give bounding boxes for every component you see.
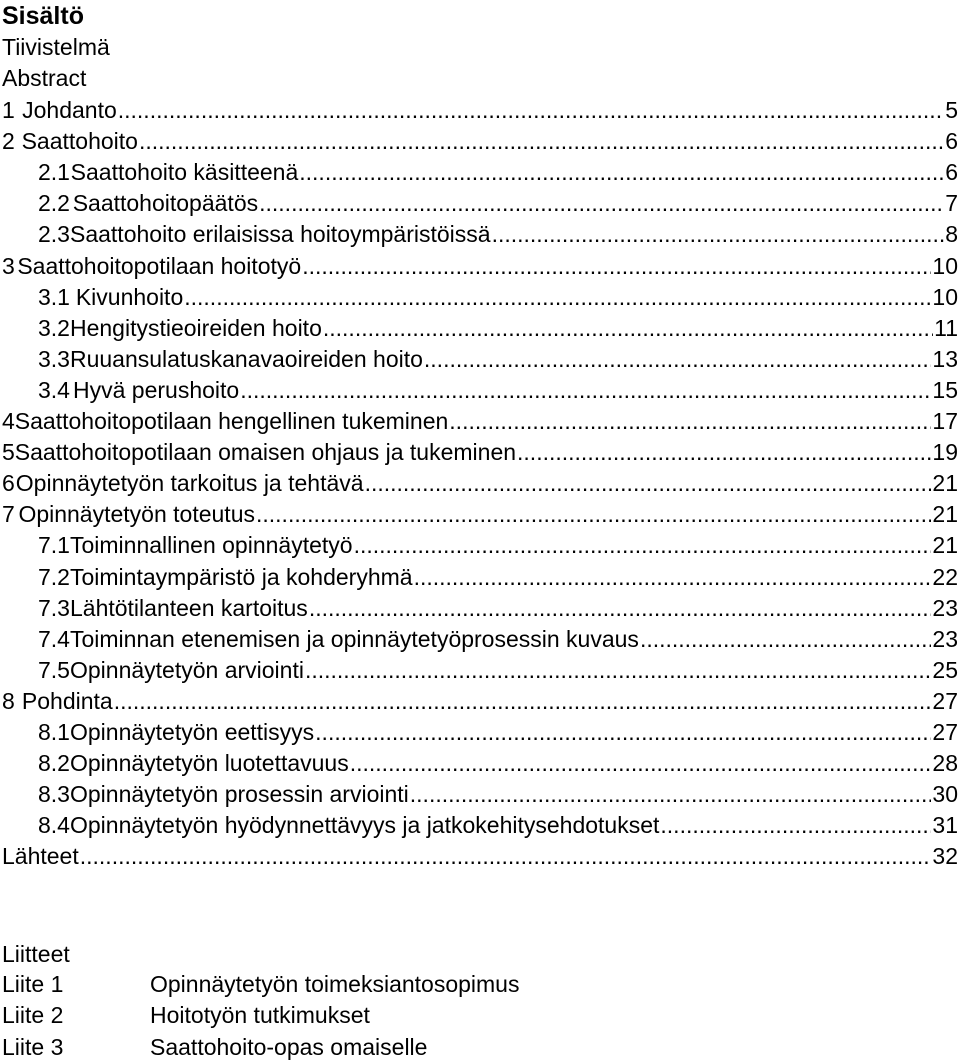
toc-entry[interactable] [2,780,958,808]
toc-entry[interactable] [2,283,958,311]
appendix-item [2,970,902,998]
toc-entry-title: Opinnäytetyön toteutus [18,501,255,527]
toc-entry-page-number: 21 [932,501,958,527]
toc-entry-title: Opinnäytetyön eettisyys [69,719,315,745]
toc-entry-number: 7.3 [38,595,70,621]
toc-entry[interactable] [2,345,958,373]
toc-entry-page-number: 15 [932,377,958,403]
toc-leader-dots [660,811,931,839]
toc-entry[interactable] [2,189,958,217]
toc-entry-number: 5 [2,439,15,465]
toc-entry[interactable] [2,500,958,528]
toc-leader-dots [299,158,944,186]
toc-entry-page-number: 11 [934,315,958,341]
toc-leader-dots [80,842,932,870]
toc-entry-number: 7.1 [38,532,70,558]
toc-leader-dots [365,469,932,497]
toc-entry-title: Lähtötilanteen kartoitus [69,595,308,621]
toc-entry-page-number: 17 [932,408,958,434]
toc-entry[interactable] [2,656,958,684]
toc-entry[interactable] [2,96,958,124]
toc-entry-number: 8.2 [38,750,70,776]
toc-entry-page-number: 13 [932,346,958,372]
appendix-title: Saattohoito-opas omaiselle [150,1034,428,1060]
toc-entry-page-number: 5 [945,97,958,123]
toc-entry-title: Hyvä perushoito [73,377,240,403]
toc-entry[interactable] [2,438,958,466]
toc-leader-dots [305,656,931,684]
toc-entry[interactable] [2,594,958,622]
toc-entry-page-number: 10 [932,284,958,310]
toc-entry-title: Saattohoitopäätös [72,190,259,216]
toc-entry-number: 3.4 [38,377,70,403]
toc-leader-dots [414,563,932,591]
toc-entry[interactable] [2,252,958,280]
toc-leader-dots [517,438,931,466]
appendix-title: Hoitotyön tutkimukset [150,1002,370,1028]
toc-entry-title: Opinnäytetyön prosessin arviointi [69,781,409,807]
toc-entry-title: Saattohoitopotilaan hoitotyö [17,253,302,279]
toc-entry-number: 2 [2,128,15,154]
page-title: Sisältö [2,2,84,30]
toc-leader-dots [410,780,932,808]
front-matter-abstract-en: Abstract [2,65,87,91]
toc-entry-title: Opinnäytetyön luotettavuus [69,750,349,776]
toc-entry-title: Toimintaympäristö ja kohderyhmä [69,564,413,590]
toc-entry-number: 3.2 [38,315,70,341]
toc-entry-title: Opinnäytetyön arviointi [69,657,304,683]
toc-leader-dots [492,220,945,248]
toc-entry-page-number: 22 [932,564,958,590]
toc-entry-number: 2.1 [38,159,70,185]
toc-leader-dots [309,594,932,622]
toc-entry[interactable] [2,687,958,715]
toc-entry-title: Ruuansulatuskanavaoireiden hoito [69,346,423,372]
toc-entry[interactable] [2,220,958,248]
toc-entry[interactable] [2,718,958,746]
front-matter-abstract-fi: Tiivistelmä [2,34,110,60]
toc-leader-dots [259,189,944,217]
toc-leader-dots [114,687,932,715]
toc-entry-number: 3 [2,253,15,279]
toc-entry-page-number: 28 [932,750,958,776]
toc-entry[interactable] [2,811,958,839]
toc-entry-title: Pohdinta [21,688,113,714]
toc-entry-page-number: 32 [932,843,958,869]
toc-entry-number: 8.3 [38,781,70,807]
toc-entry-page-number: 6 [945,128,958,154]
toc-entry-title: Johdanto [22,97,117,123]
toc-leader-dots [184,283,931,311]
toc-leader-dots [256,500,931,528]
toc-entry[interactable] [2,563,958,591]
toc-entry-number: 8.4 [38,812,70,838]
toc-entry-title: Saattohoito käsitteenä [70,159,299,185]
toc-leader-dots [350,749,932,777]
toc-entry[interactable] [2,376,958,404]
appendix-label: Liite 2 [2,1002,64,1028]
appendices-heading: Liitteet [2,941,70,967]
appendix-item [2,1001,902,1029]
toc-entry-title: Saattohoitopotilaan hengellinen tukeminen [14,408,449,434]
toc-entry-title: Toiminnan etenemisen ja opinnäytetyöprosessin kuvaus [69,626,639,652]
toc-leader-dots [302,252,931,280]
appendix-title: Opinnäytetyön toimeksiantosopimus [150,971,520,997]
toc-entry-number: 3.3 [38,346,70,372]
toc-entry-number: 7.4 [38,626,70,652]
toc-entry-number: 6 [2,470,15,496]
toc-entry-title: Opinnäytetyön tarkoitus ja tehtävä [15,470,364,496]
toc-entry-number: 1 [2,97,15,123]
toc-entry-title: Saattohoito [21,128,138,154]
toc-entry[interactable] [2,842,958,870]
toc-entry-number: 7.5 [38,657,70,683]
toc-entry[interactable] [2,158,958,186]
toc-entry-page-number: 23 [932,595,958,621]
toc-entry-number: 8 [2,688,15,714]
toc-entry-page-number: 21 [932,532,958,558]
toc-entry[interactable] [2,469,958,497]
toc-entry-title: Lähteet [2,843,79,869]
toc-entry-title: Hengitystieoireiden hoito [69,315,322,341]
toc-entry-page-number: 7 [945,190,958,216]
toc-entry-page-number: 21 [932,470,958,496]
toc-entry-number: 3.1 [38,284,70,310]
toc-entry[interactable] [2,749,958,777]
toc-entry-page-number: 19 [932,439,958,465]
toc-entry-page-number: 6 [945,159,958,185]
toc-entry-number: 4 [2,408,15,434]
toc-entry[interactable] [2,407,958,435]
toc-leader-dots [139,127,944,155]
toc-entry-number: 7.2 [38,564,70,590]
toc-entry-number: 2.2 [38,190,70,216]
toc-leader-dots [240,376,931,404]
toc-entry-title: Saattohoitopotilaan omaisen ohjaus ja tukeminen [14,439,517,465]
toc-entry-title: Kivunhoito [75,284,184,310]
appendix-item [2,1033,902,1061]
toc-entry-number: 8.1 [38,719,70,745]
toc-entry[interactable] [2,127,958,155]
toc-leader-dots [449,407,931,435]
toc-entry[interactable] [2,625,958,653]
appendix-label: Liite 1 [2,971,64,997]
toc-entry-page-number: 27 [932,688,958,714]
toc-entry-number: 2.3 [38,221,70,247]
appendix-label: Liite 3 [2,1034,64,1060]
toc-leader-dots [118,96,944,124]
toc-entry-page-number: 8 [945,221,958,247]
toc-entry-title: Opinnäytetyön hyödynnettävyys ja jatkokehitysehdotukset [69,812,660,838]
toc-leader-dots [315,718,931,746]
toc-entry-title: Saattohoito erilaisissa hoitoympäristöissä [69,221,491,247]
toc-entry[interactable] [2,531,958,559]
toc-leader-dots [354,531,932,559]
toc-entry-page-number: 30 [932,781,958,807]
toc-entry-page-number: 27 [932,719,958,745]
toc-entry-page-number: 10 [932,253,958,279]
toc-entry-page-number: 23 [932,626,958,652]
toc-leader-dots [424,345,932,373]
toc-entry[interactable] [2,314,958,342]
toc-entry-page-number: 25 [932,657,958,683]
toc-entry-title: Toiminnallinen opinnäytetyö [69,532,353,558]
toc-leader-dots [640,625,931,653]
toc-leader-dots [323,314,933,342]
toc-entry-number: 7 [2,501,15,527]
toc-entry-page-number: 31 [932,812,958,838]
